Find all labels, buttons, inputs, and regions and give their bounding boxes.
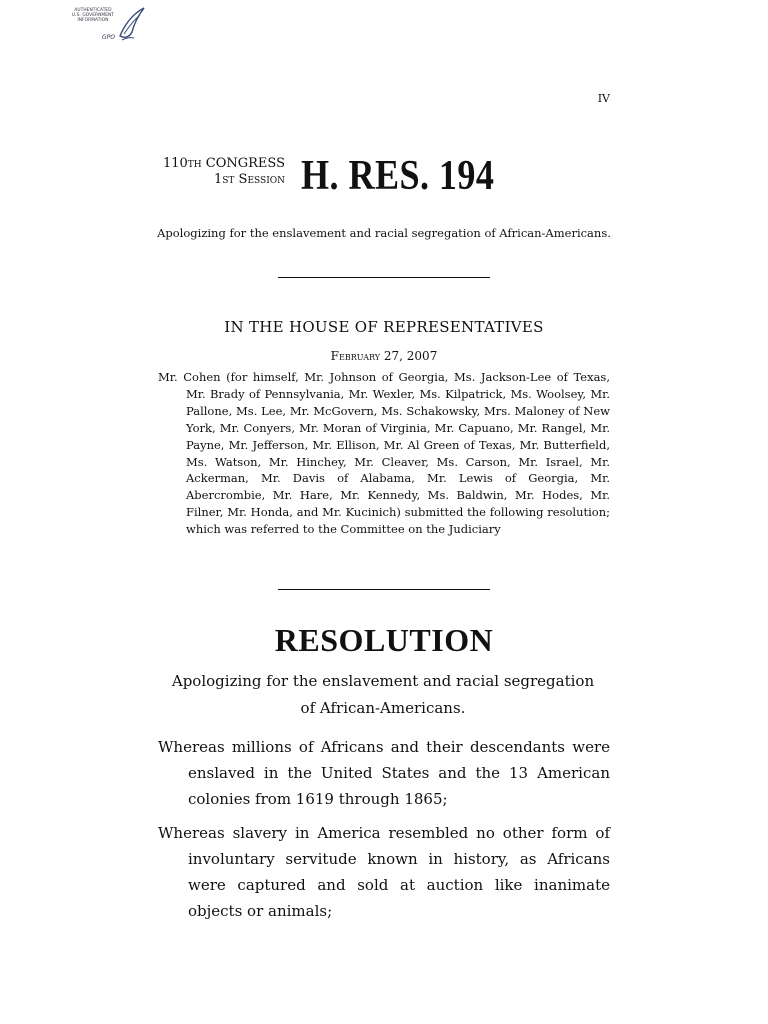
congress-session — [158, 156, 285, 188]
congress-number: 110th CONGRESS — [162, 156, 285, 171]
divider-rule — [278, 277, 490, 278]
gpo-authenticated-logo — [62, 6, 146, 46]
whereas-clause — [158, 734, 610, 812]
whereas-text: Whereas slavery in America resembled no other form of involuntary servitude known in history, as Africans were captured and sold at auction like inanimate objects or animals; — [158, 824, 610, 920]
page-marker: IV — [597, 92, 610, 105]
chamber-heading: IN THE HOUSE OF REPRESENTATIVES — [224, 318, 544, 336]
sponsors-text: Mr. Cohen (for himself, Mr. Johnson of Georgia, Ms. Jackson-Lee of Texas, Mr. Brady of Pennsylvania, Mr. Wexler, Ms. Kilpatrick, Ms. Woolsey, Mr. Pallone, Ms. Lee, Mr. McGovern, Ms. Schakowsky, Mrs. Maloney of New York, Mr. Conyers, Mr. Moran of Virginia, Mr. Capuano, Mr. Rangel, Mr. Payne, Mr. Jefferson, Mr. Ellison, Mr. Al Green of Texas, Mr. Butterfield, Ms. Watson, Mr. Hinchey, Mr. Cleaver, Ms. Carson, Mr. Israel, Mr. Ackerman, Mr. Davis of Alabama, Mr. Lewis of Georgia, Mr. Abercrombie, Mr. Hare, Mr. Kennedy, Ms. Baldwin, Mr. Hodes, Mr. Filner, Mr. Honda, and Mr. Kucinich) submitted the following resolution; which was referred to the Committee on the Judiciary — [158, 370, 610, 537]
introduction-date: February 27, 2007 — [330, 349, 438, 363]
sponsors-paragraph — [158, 369, 610, 538]
resolution-heading: RESOLUTION — [274, 622, 494, 658]
gpo-mark: GPO — [102, 34, 115, 41]
whereas-text: Whereas millions of Africans and their descendants were enslaved in the United States and the 13 American colonies from 1619 through 1865; — [158, 738, 610, 808]
long-title: Apologizing for the enslavement and racial segregation of African-Americans. — [171, 672, 595, 717]
bill-number: H. RES. 194 — [301, 153, 495, 199]
bill-header — [158, 152, 618, 202]
whereas-clause — [158, 820, 610, 924]
eagle-icon — [114, 6, 146, 46]
session-label: 1st Session — [213, 172, 285, 187]
divider-rule — [278, 589, 490, 590]
gpo-logo-text: AUTHENTICATED U.S. GOVERNMENT INFORMATION — [71, 8, 115, 23]
short-title: Apologizing for the enslavement and racial segregation of African-Americans. — [157, 226, 611, 240]
